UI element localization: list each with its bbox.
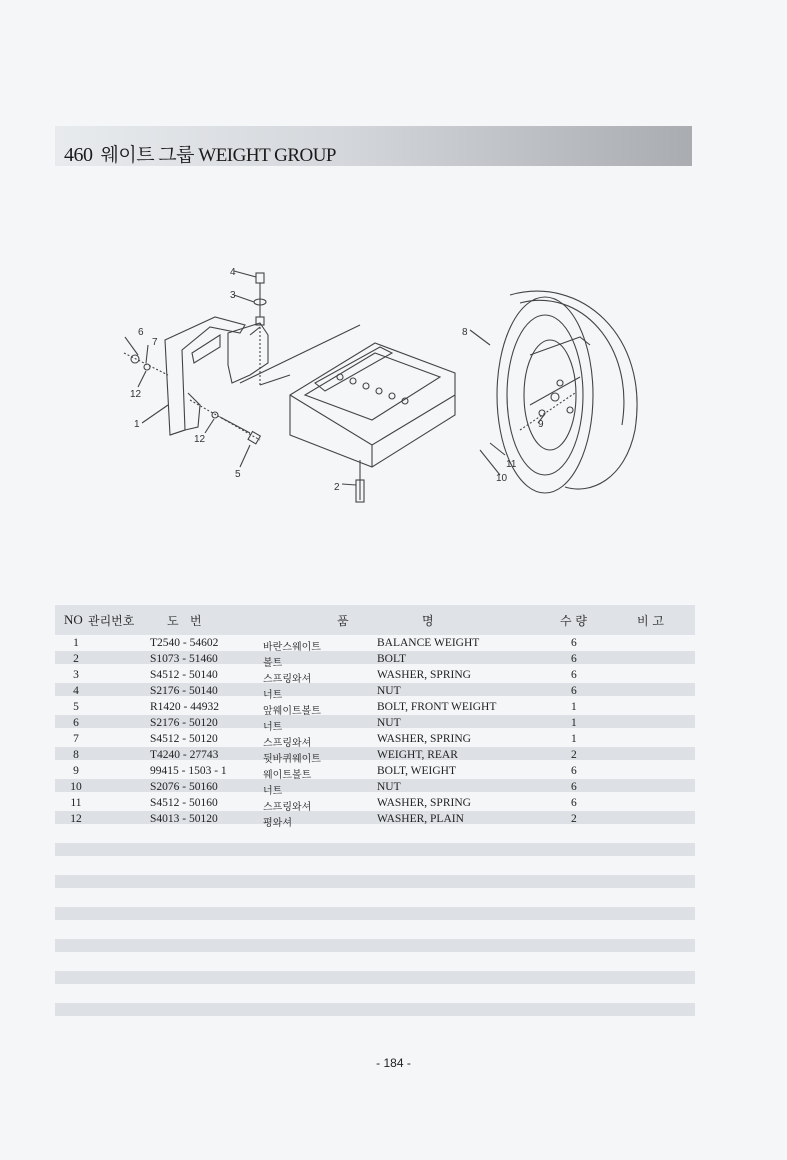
- callout-2: 2: [334, 482, 340, 493]
- table-row: [55, 781, 695, 797]
- header-quantity: 수 량: [560, 614, 587, 628]
- row-name-english: WASHER, SPRING: [377, 733, 471, 745]
- exploded-parts-diagram: [110, 255, 650, 525]
- table-row: [55, 669, 695, 685]
- row-name-english: NUT: [377, 717, 401, 729]
- row-no: 7: [73, 733, 79, 745]
- row-name-english: BALANCE WEIGHT: [377, 637, 480, 649]
- row-no: 8: [73, 749, 79, 761]
- row-no: 11: [70, 797, 82, 809]
- table-row: [55, 813, 695, 829]
- row-no: 6: [73, 717, 79, 729]
- row-quantity: 1: [571, 701, 577, 713]
- row-part-number: 99415 - 1503 - 1: [150, 765, 227, 777]
- row-quantity: 6: [571, 669, 577, 681]
- row-name-english: BOLT, WEIGHT: [377, 765, 457, 777]
- row-name-korean: 스프링와셔: [263, 802, 312, 813]
- section-number: 460: [64, 144, 93, 166]
- section-title-text: 웨이트 그룹 WEIGHT GROUP: [100, 145, 336, 166]
- row-part-number: S4512 - 50160: [150, 797, 218, 809]
- table-row: [55, 797, 695, 813]
- row-quantity: 6: [571, 765, 577, 777]
- header-name-b: 명: [422, 614, 434, 628]
- table-row: [55, 717, 695, 733]
- row-name-english: BOLT, FRONT WEIGHT: [377, 701, 497, 713]
- header-remarks: 비 고: [637, 614, 664, 628]
- row-quantity: 6: [571, 685, 577, 697]
- row-part-number: S2176 - 50120: [150, 717, 218, 729]
- callout-11: 11: [506, 459, 517, 470]
- row-part-number: T2540 - 54602: [150, 637, 219, 649]
- row-name-english: WASHER, SPRING: [377, 797, 471, 809]
- header-mgmt-number: 관리번호: [88, 614, 135, 628]
- row-quantity: 6: [571, 637, 577, 649]
- diagram-callouts: [130, 267, 544, 493]
- row-name-english: WASHER, SPRING: [377, 669, 471, 681]
- row-no: 4: [73, 685, 79, 697]
- callout-3: 3: [230, 290, 236, 301]
- callout-7: 7: [152, 337, 158, 348]
- row-no: 1: [73, 637, 79, 649]
- callout-8: 8: [462, 327, 468, 338]
- row-quantity: 2: [571, 813, 577, 825]
- row-no: 2: [73, 653, 79, 665]
- row-quantity: 6: [571, 797, 577, 809]
- table-row: [55, 653, 695, 669]
- row-quantity: 2: [571, 749, 577, 761]
- callout-9: 9: [538, 419, 544, 430]
- section-title: [64, 140, 336, 167]
- row-name-english: WASHER, PLAIN: [377, 813, 464, 825]
- table-row: [55, 733, 695, 749]
- row-part-number: R1420 - 44932: [150, 701, 219, 713]
- row-name-english: BOLT: [377, 653, 406, 665]
- callout-12b: 12: [194, 434, 206, 445]
- row-part-number: T4240 - 27743: [150, 749, 219, 761]
- row-quantity: 6: [571, 653, 577, 665]
- table-row: [55, 749, 695, 765]
- row-part-number: S2176 - 50140: [150, 685, 218, 697]
- row-part-number: S4013 - 50120: [150, 813, 218, 825]
- callout-6: 6: [138, 327, 144, 338]
- row-quantity: 1: [571, 733, 577, 745]
- row-part-number: S1073 - 51460: [150, 653, 218, 665]
- row-name-korean: 스프링와셔: [263, 738, 312, 749]
- header-no: NO: [64, 612, 83, 627]
- header-name-a: 품: [337, 614, 349, 628]
- row-name-english: NUT: [377, 685, 401, 697]
- row-name-korean: 평와셔: [263, 818, 292, 829]
- row-name-korean: 앞웨이트볼트: [263, 706, 321, 717]
- row-no: 5: [73, 701, 79, 713]
- table-row: [55, 637, 695, 653]
- row-part-number: S4512 - 50140: [150, 669, 218, 681]
- row-name-korean: 스프링와셔: [263, 674, 312, 685]
- row-name-korean: 너트: [263, 786, 283, 797]
- table-row: [55, 701, 695, 717]
- row-name-korean: 볼트: [263, 658, 283, 669]
- row-name-english: WEIGHT, REAR: [377, 749, 458, 761]
- row-quantity: 1: [571, 717, 577, 729]
- parts-table-header: [55, 605, 695, 635]
- callout-4: 4: [230, 267, 236, 278]
- row-name-korean: 웨이트볼트: [263, 770, 312, 781]
- page-number: - 184 -: [376, 1056, 411, 1070]
- row-quantity: 6: [571, 781, 577, 793]
- row-name-korean: 바란스웨이트: [263, 642, 321, 653]
- callout-10: 10: [496, 473, 508, 484]
- header-drawing-number: 도 번: [167, 614, 202, 628]
- row-part-number: S2076 - 50160: [150, 781, 218, 793]
- table-row: [55, 765, 695, 781]
- row-no: 12: [70, 813, 82, 825]
- row-name-korean: 너트: [263, 722, 283, 733]
- row-part-number: S4512 - 50120: [150, 733, 218, 745]
- row-no: 9: [73, 765, 79, 777]
- row-name-korean: 뒷바퀴웨이트: [263, 754, 321, 765]
- row-name-korean: 너트: [263, 690, 283, 701]
- row-name-english: NUT: [377, 781, 401, 793]
- callout-12a: 12: [130, 389, 142, 400]
- row-no: 3: [73, 669, 79, 681]
- callout-1: 1: [134, 419, 140, 430]
- row-no: 10: [70, 781, 82, 793]
- table-row: [55, 685, 695, 701]
- callout-5: 5: [235, 469, 241, 480]
